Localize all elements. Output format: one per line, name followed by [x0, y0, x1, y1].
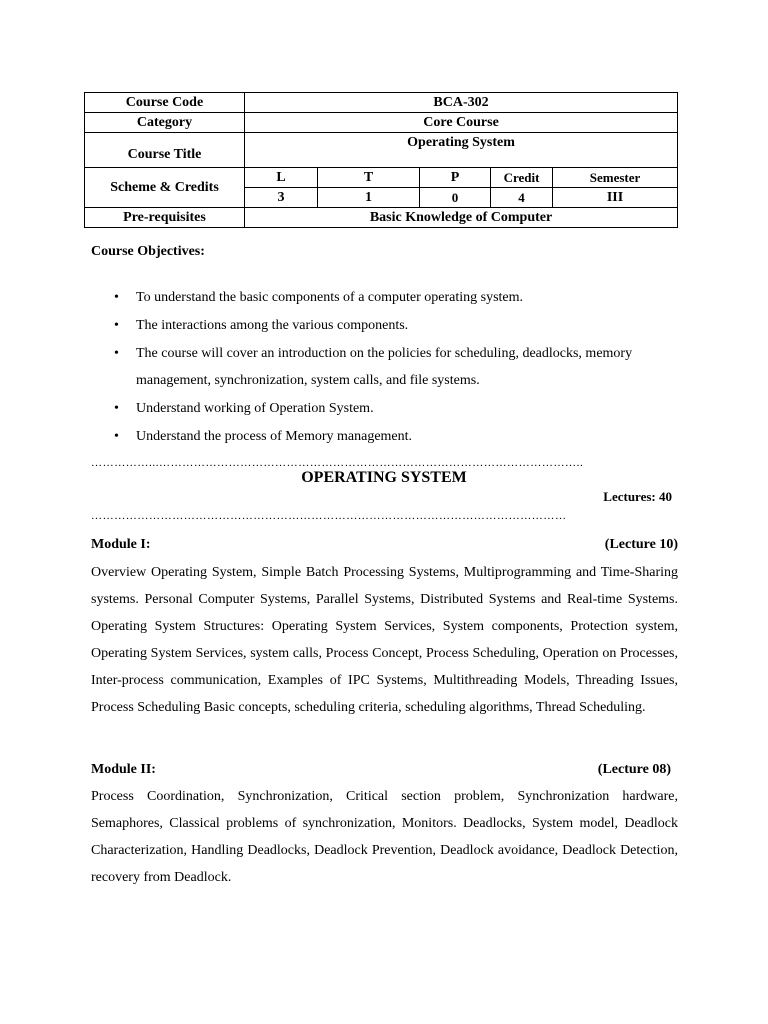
category-row	[85, 113, 678, 133]
bullet-icon: •	[114, 290, 119, 305]
scheme-value-semester: III	[553, 188, 678, 208]
course-title-row	[85, 133, 678, 168]
divider-bottom: ……………………………………………………………………………………………………………	[91, 510, 567, 522]
scheme-header-credit: Credit	[491, 168, 553, 188]
module-2-title: Module II:	[91, 762, 156, 777]
module-2-content: Process Coordination, Synchronization, Critical section problem, Synchronization hardware, Semaphores, Classical problems of synchronization, Monitors. Deadlocks, System model, Deadlock Characterization, Handling Deadlocks, Deadlock Prevention, Deadlock avoidance, Deadlock Detection, recovery from Deadlock.	[91, 789, 678, 885]
objectives-heading: Course Objectives:	[91, 244, 205, 259]
lectures-count: Lectures: 40	[603, 489, 672, 504]
objective-item: • Understand working of Operation System.	[91, 395, 691, 422]
scheme-value-p: 0	[420, 188, 491, 208]
prereq-label: Pre-requisites	[85, 208, 245, 228]
divider-top: ……………...………………………………………………………………………………………………..	[91, 457, 584, 469]
course-code-label: Course Code	[85, 93, 245, 113]
course-code-value: BCA-302	[245, 93, 678, 113]
module-1-content: Overview Operating System, Simple Batch Processing Systems, Multiprogramming and Time-Sharing systems. Personal Computer Systems, Parallel Systems, Distributed Systems and Real-time Systems. Operating System Structures: Operating System Services, System components, Protection system, Operating System Services, system calls, Process Concept, Process Scheduling, Operation on Processes, Inter-process communication, Examples of IPC Systems, Multithreading Models, Threading Issues, Process Scheduling Basic concepts, scheduling criteria, scheduling algorithms, Thread Scheduling.	[91, 565, 678, 715]
prereq-row	[85, 208, 678, 228]
scheme-value-credit: 4	[491, 188, 553, 208]
module-1-title: Module I:	[91, 537, 151, 552]
objective-item: • The interactions among the various components.	[91, 312, 691, 339]
scheme-value-l: 3	[245, 188, 318, 208]
category-value: Core Course	[245, 113, 678, 133]
scheme-header-p: P	[420, 168, 491, 188]
course-title-value: Operating System	[245, 133, 678, 168]
objective-item: • To understand the basic components of a computer operating system.	[91, 284, 691, 311]
bullet-icon: •	[114, 401, 119, 416]
objective-item: • Understand the process of Memory management.	[91, 423, 691, 450]
course-info-table	[84, 92, 678, 228]
module-2-lecture: (Lecture 08)	[597, 762, 671, 777]
objective-item: • The course will cover an introduction on the policies for scheduling, deadlocks, memory management, synchronization, system calls, and file systems.	[91, 340, 691, 394]
module-1-lecture: (Lecture 10)	[604, 537, 678, 552]
bullet-icon: •	[114, 429, 119, 444]
scheme-header-t: T	[318, 168, 420, 188]
prereq-value: Basic Knowledge of Computer	[245, 208, 678, 228]
objectives-list	[91, 284, 691, 451]
course-title-label: Course Title	[85, 133, 245, 168]
bullet-icon: •	[114, 346, 119, 361]
scheme-value-t: 1	[318, 188, 420, 208]
bullet-icon: •	[114, 318, 119, 333]
module-1-header	[91, 537, 678, 553]
scheme-header-l: L	[245, 168, 318, 188]
course-code-row	[85, 93, 678, 113]
module-2-header	[91, 762, 671, 778]
scheme-header-semester: Semester	[553, 168, 678, 188]
category-label: Category	[85, 113, 245, 133]
scheme-header-row	[85, 168, 678, 188]
syllabus-title: OPERATING SYSTEM	[301, 469, 467, 486]
scheme-label: Scheme & Credits	[85, 168, 245, 208]
